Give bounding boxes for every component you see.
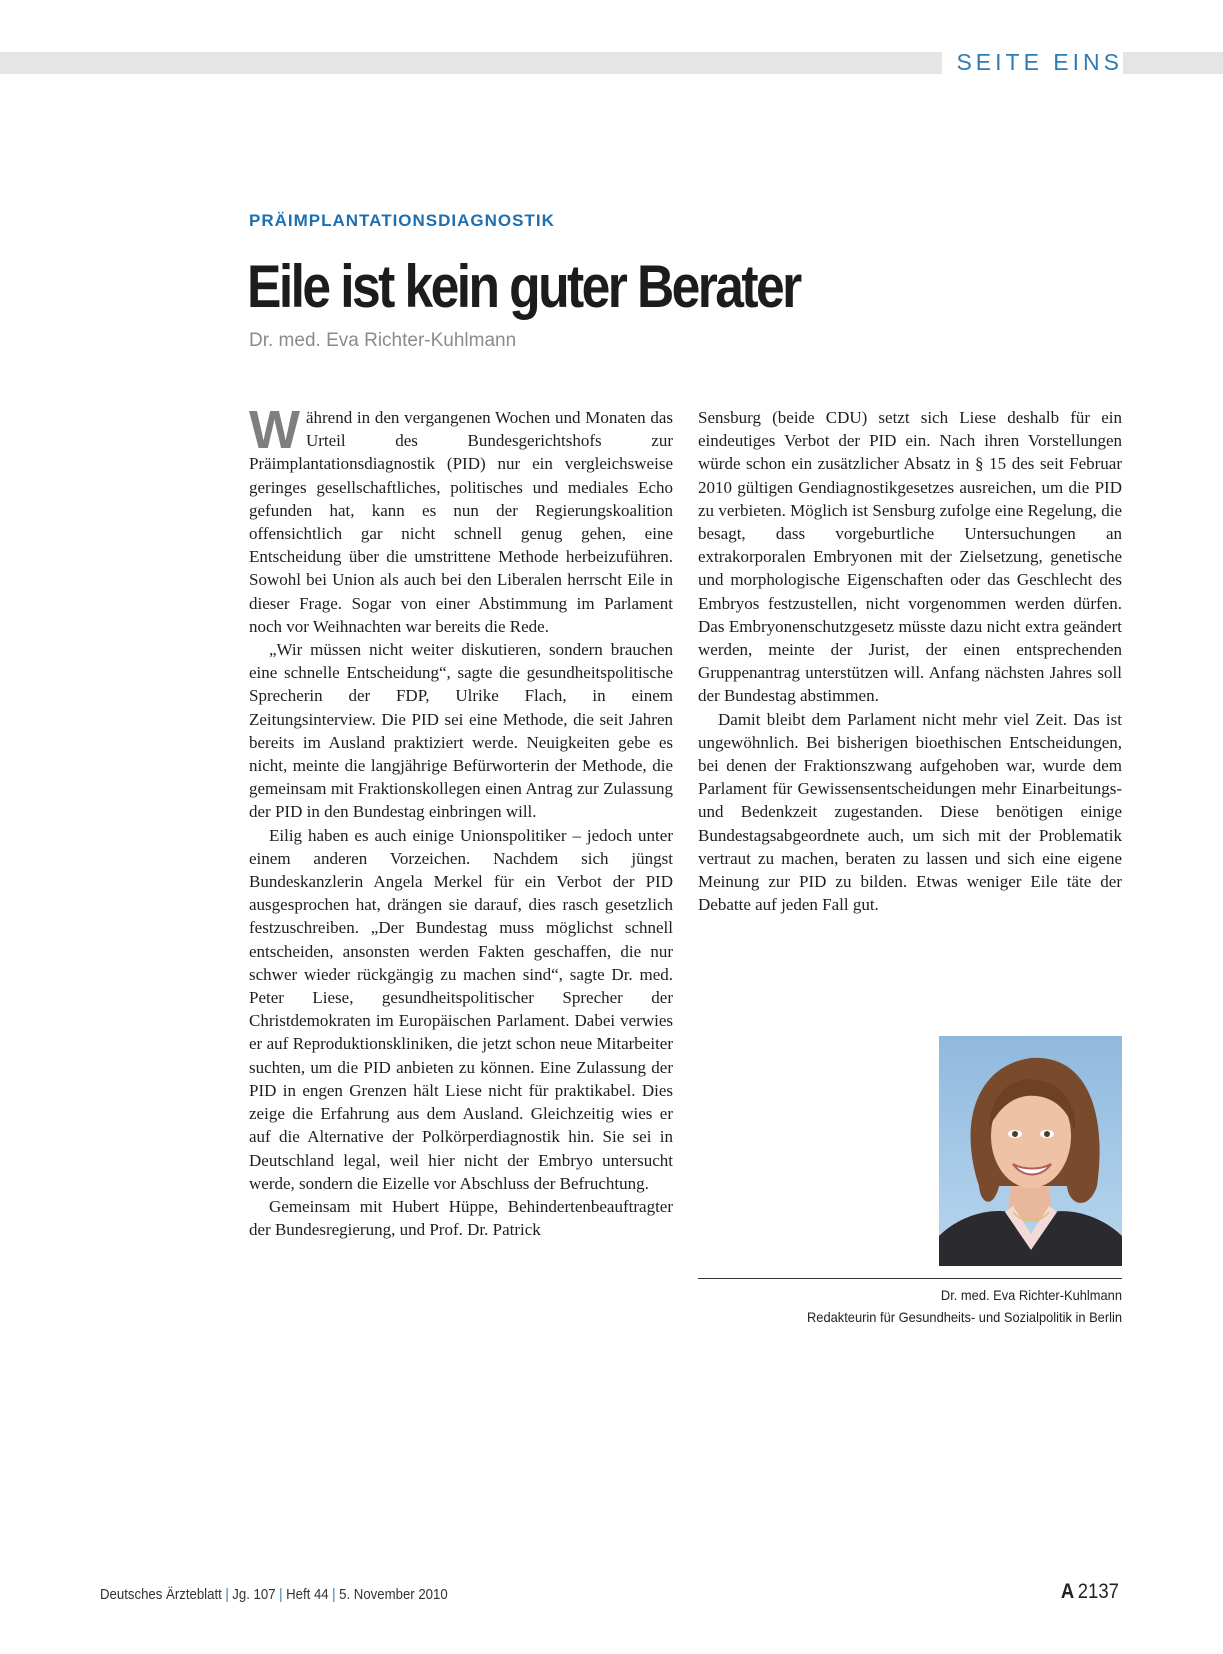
section-label: SEITE EINS (942, 47, 1123, 77)
volume: Jg. 107 (232, 1586, 276, 1603)
article-author: Dr. med. Eva Richter-Kuhlmann (249, 330, 517, 351)
footer-citation (100, 1586, 448, 1603)
paragraph: Gemeinsam mit Hubert Hüppe, Behindertenbeauftragter der Bundesregierung, und Prof. Dr. Patrick (249, 1196, 673, 1240)
article-kicker: PRÄIMPLANTATIONSDIAGNOSTIK (249, 211, 555, 230)
caption-name: Dr. med. Eva Richter-Kuhlmann (940, 1287, 1122, 1303)
article-column-left (249, 400, 673, 1241)
separator: | (279, 1586, 283, 1603)
separator: | (332, 1586, 336, 1603)
separator: | (225, 1586, 229, 1603)
page-number: A 2137 (1061, 1580, 1119, 1603)
paragraph: Sensburg (beide CDU) setzt sich Liese deshalb für ein eindeutiges Verbot der PID ein. Nach ihren Vorstellungen würde schon ein zusätzlicher Absatz in § 15 des seit Februar 2010 gültigen Gendiagnostikgesetzes ausreichen, um die PID zu verbieten. Möglich ist Sensburg zufolge eine Regelung, die besagt, dass vorgeburtliche Untersuchungen an extrakorporalen Embryonen mit der Zielsetzung, genetische und morphologische Eigenschaften oder das Geschlecht des Embryos festzustellen, nicht vorgenommen werden dürfen. Das Embryonenschutzgesetz müsste dazu nicht extra geändert werden, meinte der Jurist, der einen entsprechenden Gruppenantrag unterstützen will. Anfang nächsten Jahres soll der Bundestag abstimmen. (698, 408, 1122, 706)
paragraph: „Wir müssen nicht weiter diskutieren, sondern brauchen eine schnelle Entscheidung“, sagte die gesundheitspolitische Sprecherin der FDP, Ulrike Flach, in einem Zeitungsinterview. Die PID sei eine Methode, die seit Jahren bereits im Ausland praktiziert werde. Neuigkeiten gebe es nicht, meinte die langjährige Befürworterin der Methode, die gemeinsam mit Fraktionskollegen einen Antrag zur Zulassung der PID in den Bundestag einbringen will. (249, 640, 673, 822)
paragraph: Während in den vergangenen Wochen und Monaten das Urteil des Bundesgerichtshofs zur Präimplantationsdiagnostik (PID) nur ein vergleichsweise geringes gesellschaftliches, politisches und mediales Echo gefunden hat, kann es nun der Regierungskoalition offensichtlich gar nicht schnell genug gehen, eine Entscheidung über die umstrittene Methode herbeizuführen. Sowohl bei Union als auch bei den Liberalen herrscht Eile in dieser Frage. Sogar von einer Abstimmung im Parlament noch vor Weihnachten war bereits die Rede. (249, 400, 673, 636)
paragraph: Damit bleibt dem Parlament nicht mehr viel Zeit. Das ist ungewöhnlich. Bei bisherigen bioethischen Entscheidungen, bei denen der Fraktionszwang aufgehoben war, wurde dem Parlament für Gewissensentscheidungen mehr Einarbeitungs- und Bedenkzeit zugestanden. Diese benötigen einige Bundestagsabgeordnete auch, um sich mit der Problematik vertraut zu machen, beraten zu lassen und sich eine eigene Meinung zur PID zu bilden. Etwas weniger Eile täte der Debatte auf jeden Fall gut. (698, 709, 1122, 915)
caption-rule (698, 1278, 1122, 1279)
caption-role: Redakteurin für Gesundheits- und Sozialpolitik in Berlin (806, 1309, 1122, 1325)
drop-cap: W (249, 400, 300, 460)
author-photo (939, 1036, 1122, 1266)
issue: Heft 44 (286, 1586, 329, 1603)
journal-name: Deutsches Ärzteblatt (100, 1586, 222, 1603)
article-column-right (698, 406, 1122, 916)
paragraph: Eilig haben es auch einige Unionspolitiker – jedoch unter einem anderen Vorzeichen. Nachdem sich jüngst Bundeskanzlerin Angela Merkel für ein Verbot der PID ausgesprochen hat, drängen sie darauf, dies rasch gesetzlich festzuschreiben. „Der Bundestag muss möglichst schnell entscheiden, ansonsten werden Fakten geschaffen, die nur schwer wieder rückgängig zu machen sind“, sagte Dr. med. Peter Liese, gesundheitspolitischer Sprecher der Christdemokraten im Europäischen Parlament. Dabei verwies er auf Reproduktionskliniken, die jetzt schon neue Mitarbeiter suchten, um die PID anbieten zu können. Eine Zulassung der PID in engen Grenzen hält Liese nicht für praktikabel. Dies zeige die Erfahrung aus dem Ausland. Gleichzeitig wies er auf die Alternative der Polkörperdiagnostik hin. Sie sei in Deutschland legal, weil hier nicht der Embryo untersucht werde, sondern die Eizelle vor Abschluss der Befruchtung. (249, 825, 673, 1193)
issue-date: 5. November 2010 (339, 1586, 448, 1603)
photo-caption (732, 1284, 1122, 1328)
article-title: Eile ist kein guter Berater (247, 253, 800, 320)
